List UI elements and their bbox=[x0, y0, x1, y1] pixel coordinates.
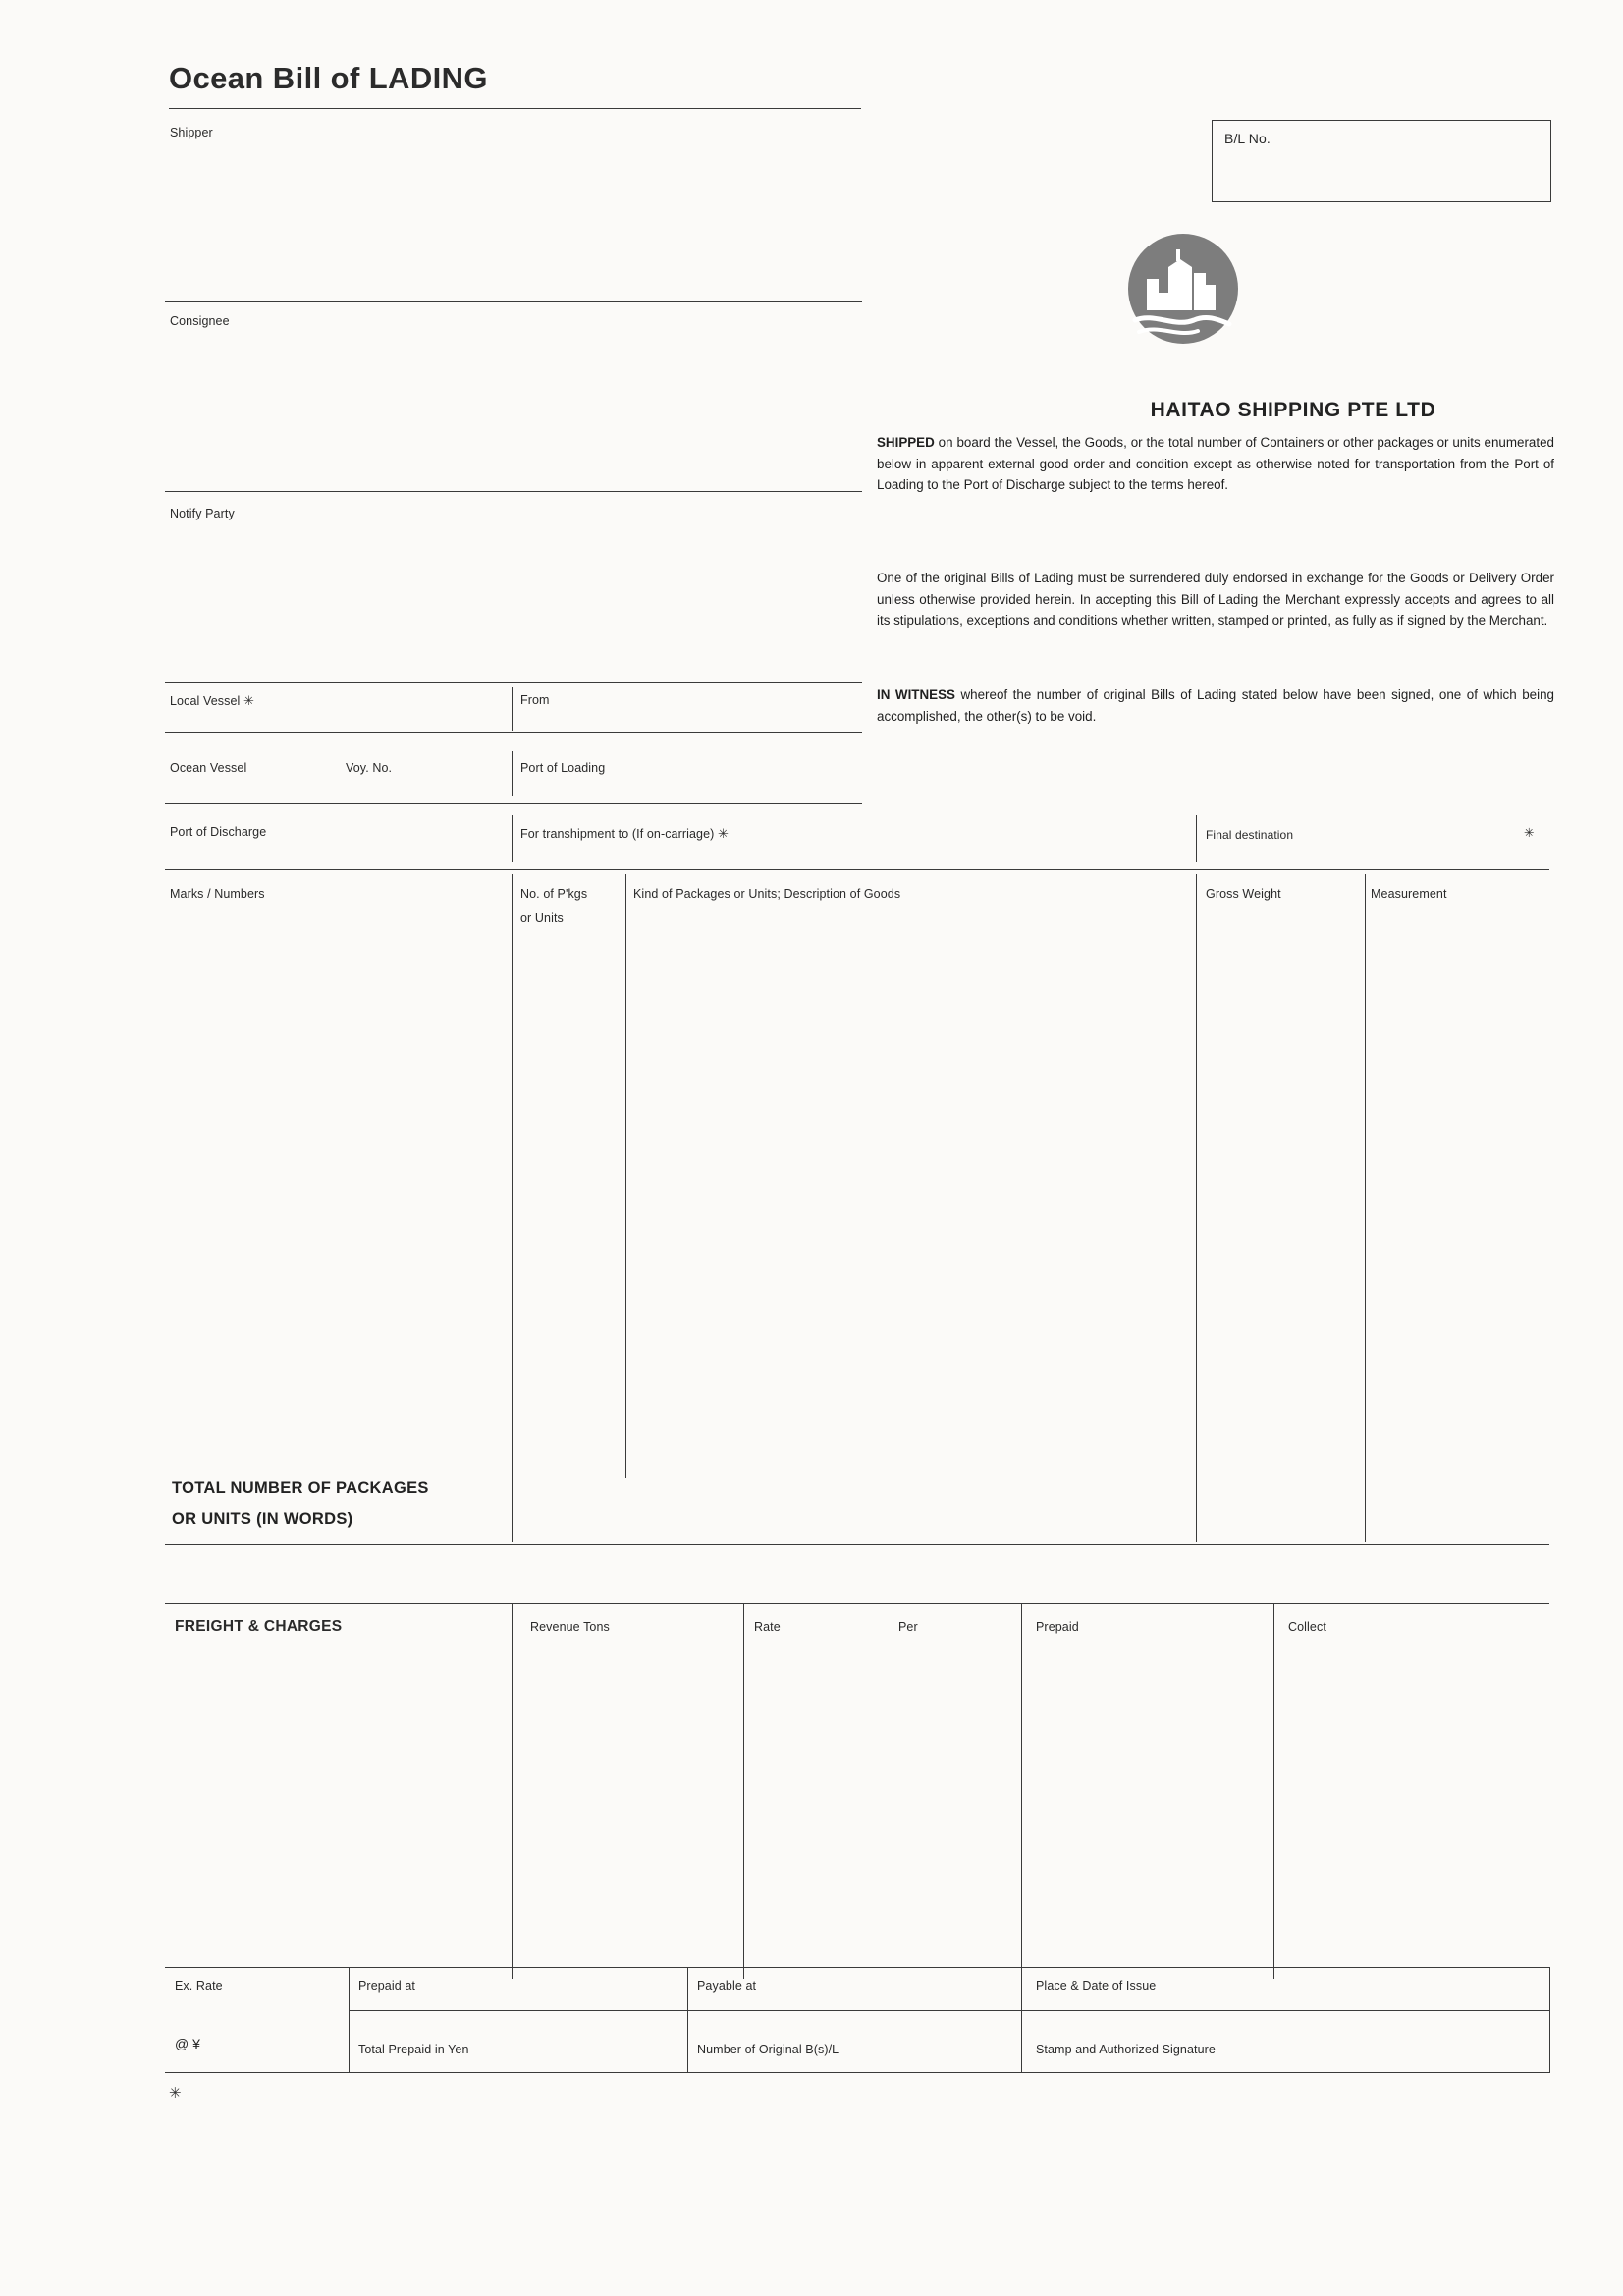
cargo-col-measure-divider bbox=[1365, 874, 1366, 1542]
marks-numbers-label: Marks / Numbers bbox=[170, 887, 265, 901]
terms-p1-body: on board the Vessel, the Goods, or the total number of Containers or other packages or units enumerated below in apparent external good order and condition except as otherwise noted for transportation from the Port of Loading to the Port of Discharge subject to the terms hereof. bbox=[877, 435, 1554, 493]
ex-rate-value: @ ¥ bbox=[175, 2036, 200, 2051]
freight-table-top-rule bbox=[165, 1603, 1549, 1604]
cargo-col-marks-divider bbox=[512, 874, 513, 1542]
notify-underline bbox=[165, 682, 862, 683]
per-label: Per bbox=[898, 1620, 918, 1634]
terms-p3-body: whereof the number of original Bills of Lading stated below have been signed, one of which being accomplished, the other(s) to be void. bbox=[877, 687, 1554, 724]
notify-party-label: Notify Party bbox=[170, 507, 235, 520]
cargo-col-pkgs-divider bbox=[625, 874, 626, 1478]
final-destination-divider bbox=[1196, 815, 1197, 862]
freight-table-bottom-rule bbox=[165, 1967, 1549, 1968]
total-packages-line1: TOTAL NUMBER OF PACKAGES bbox=[172, 1479, 429, 1497]
prepaid-label: Prepaid bbox=[1036, 1620, 1079, 1634]
shipper-label: Shipper bbox=[170, 126, 213, 139]
port-of-discharge-label: Port of Discharge bbox=[170, 825, 267, 839]
company-name: HAITAO SHIPPING PTE LTD bbox=[1150, 399, 1436, 421]
consignee-underline bbox=[165, 491, 862, 492]
settlement-right-edge bbox=[1549, 1967, 1550, 2073]
prepaid-at-label: Prepaid at bbox=[358, 1979, 415, 1993]
vessel-row2-underline bbox=[165, 803, 862, 804]
final-destination-asterisk-icon: ✳ bbox=[1524, 826, 1535, 840]
freight-col1-divider bbox=[512, 1603, 513, 1979]
footer-asterisk-icon: ✳ bbox=[169, 2085, 182, 2102]
rate-label: Rate bbox=[754, 1620, 781, 1634]
freight-col2-divider bbox=[743, 1603, 744, 1979]
freight-charges-heading: FREIGHT & CHARGES bbox=[175, 1618, 343, 1635]
discharge-divider bbox=[512, 815, 513, 862]
local-vessel-asterisk-icon: ✳ bbox=[243, 693, 254, 708]
terms-paragraph-2: One of the original Bills of Lading must be surrendered duly endorsed in exchange for the Goods or Delivery Order unless otherwise provided herein. In accepting this Bill of Lading the Merchant expressly accepts and agrees to all its stipulations, exceptions and conditions whether written, stamped or printed, as fully as if signed by the Merchant. bbox=[877, 571, 1554, 629]
voy-no-label: Voy. No. bbox=[346, 761, 393, 775]
settlement-col1-divider bbox=[349, 1967, 350, 2073]
terms-p1-lead: SHIPPED bbox=[877, 435, 935, 450]
vessel-row1-underline bbox=[165, 732, 862, 733]
shipper-underline bbox=[165, 301, 862, 302]
freight-col3-divider bbox=[1021, 1603, 1022, 1979]
revenue-tons-label: Revenue Tons bbox=[530, 1620, 610, 1634]
settlement-col2-divider bbox=[687, 1967, 688, 2073]
measurement-label: Measurement bbox=[1371, 887, 1447, 901]
payable-at-label: Payable at bbox=[697, 1979, 757, 1993]
local-vessel-divider bbox=[512, 687, 513, 731]
terms-p3-lead: IN WITNESS bbox=[877, 687, 955, 702]
settlement-col3-divider bbox=[1021, 1967, 1022, 2073]
ocean-vessel-label: Ocean Vessel bbox=[170, 761, 247, 775]
cargo-col-weight-divider bbox=[1196, 874, 1197, 1542]
settlement-bottom-rule bbox=[165, 2072, 1549, 2073]
from-label: From bbox=[520, 693, 550, 707]
no-of-packages-label-line2: or Units bbox=[520, 911, 564, 925]
page-title: Ocean Bill of LADING bbox=[169, 61, 488, 95]
gross-weight-label: Gross Weight bbox=[1206, 887, 1281, 901]
transhipment-label: For transhipment to (If on-carriage) ✳ bbox=[520, 826, 730, 841]
total-packages-line2: OR UNITS (IN WORDS) bbox=[172, 1510, 353, 1528]
total-prepaid-yen-label: Total Prepaid in Yen bbox=[358, 2043, 469, 2056]
place-date-issue-label: Place & Date of Issue bbox=[1036, 1979, 1157, 1993]
loading-divider bbox=[512, 751, 513, 796]
number-original-bl-label: Number of Original B(s)/L bbox=[697, 2043, 839, 2056]
terms-paragraph-3 bbox=[877, 684, 1554, 727]
collect-label: Collect bbox=[1288, 1620, 1326, 1634]
bl-no-box[interactable] bbox=[1212, 120, 1551, 202]
kind-of-packages-label: Kind of Packages or Units; Description of Goods bbox=[633, 887, 901, 901]
settlement-mid-rule bbox=[349, 2010, 1549, 2011]
title-underline bbox=[169, 108, 861, 109]
final-destination-label: Final destination bbox=[1206, 828, 1294, 842]
no-of-packages-label-line1: No. of P'kgs bbox=[520, 887, 588, 901]
terms-paragraph-1 bbox=[877, 432, 1554, 496]
freight-col4-divider bbox=[1273, 1603, 1274, 1979]
discharge-row-underline bbox=[165, 869, 1549, 870]
transhipment-asterisk-icon: ✳ bbox=[718, 826, 730, 841]
bl-no-label: B/L No. bbox=[1224, 131, 1271, 146]
port-of-loading-label: Port of Loading bbox=[520, 761, 606, 775]
local-vessel-label: Local Vessel ✳ bbox=[170, 693, 254, 708]
ex-rate-label: Ex. Rate bbox=[175, 1979, 223, 1993]
stamp-signature-label: Stamp and Authorized Signature bbox=[1036, 2043, 1216, 2056]
company-logo bbox=[1090, 234, 1276, 356]
cargo-table-bottom-rule bbox=[165, 1544, 1549, 1545]
consignee-label: Consignee bbox=[170, 314, 230, 328]
